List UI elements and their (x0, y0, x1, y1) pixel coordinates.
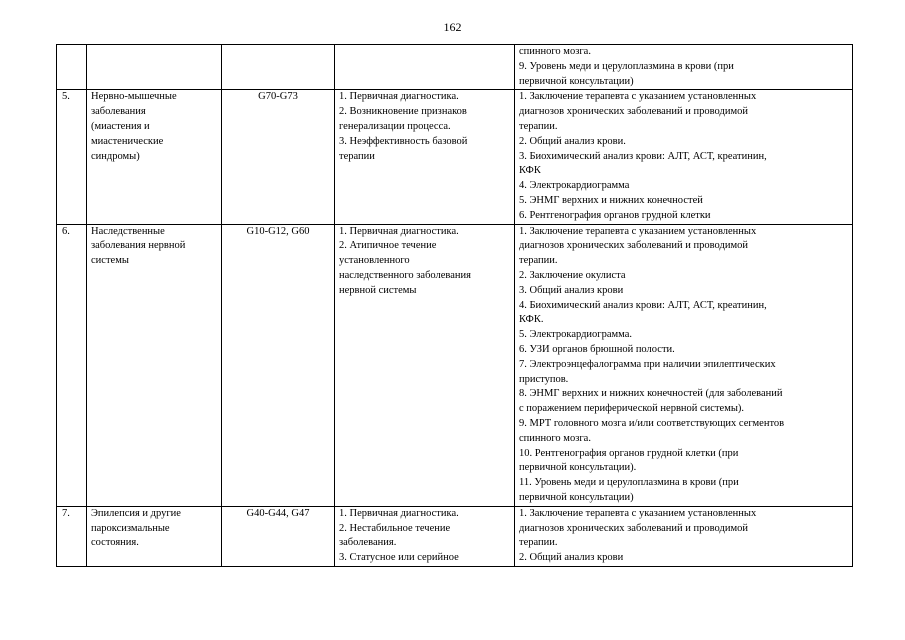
exam-line: спинного мозга. (519, 46, 591, 57)
indication-line: установленного (339, 255, 410, 267)
table-row (57, 224, 853, 506)
exam-line: с поражением периферической нервной системы). (519, 403, 745, 415)
exam-line: 7. Электроэнцефалограмма при наличии эпилептических (519, 358, 776, 370)
exam-line: терапии. (519, 120, 558, 132)
exam-line: 5. Электрокардиограмма. (519, 329, 633, 341)
required-exams (515, 224, 853, 506)
disease-line: заболевания (91, 106, 146, 118)
exam-line: 11. Уровень меди и церулоплазмина в крови (при (519, 477, 739, 489)
exam-line: спинного мозга. (519, 432, 591, 444)
indication-line: терапии (339, 150, 375, 162)
exam-line: 2. Общий анализ крови (519, 552, 624, 564)
indication-line: 1. Первичная диагностика. (339, 507, 459, 519)
indication-line: нервной системы (339, 284, 417, 296)
disease-name (87, 224, 222, 506)
exam-line: 3. Общий анализ крови (519, 284, 624, 296)
indication-line: 2. Атипичное течение (339, 240, 437, 252)
page-number: 162 (443, 20, 462, 34)
indication-line: 3. Неэффективность базовой (339, 135, 468, 147)
indication-line: генерализации процесса. (339, 120, 451, 132)
row-number: 5. (57, 90, 87, 224)
exam-line: 10. Рентгенография органов грудной клетки (при (519, 447, 739, 459)
exam-line: 4. Электрокардиограмма (519, 180, 630, 192)
indication-line: 2. Нестабильное течение (339, 522, 451, 534)
indication-line: 3. Статусное или серийное (339, 552, 459, 564)
exam-line: 4. Биохимический анализ крови: АЛТ, АСТ, креатинин, (519, 299, 767, 311)
exam-line: КФК (519, 165, 541, 177)
disease-name (87, 506, 222, 566)
disease-name (87, 90, 222, 224)
exam-line: 2. Заключение окулиста (519, 269, 626, 281)
indications (335, 90, 515, 224)
disease-line: Нервно-мышечные (91, 91, 177, 103)
exam-line: 6. УЗИ органов брюшной полости. (519, 343, 675, 355)
exam-line: 9. Уровень меди и церулоплазмина в крови (при (519, 60, 734, 72)
indications (335, 224, 515, 506)
exam-line: диагнозов хронических заболеваний и проводимой (519, 106, 748, 118)
exam-line: 8. ЭНМГ верхних и нижних конечностей (для заболеваний (519, 388, 783, 400)
disease-line: Эпилепсия и другие (91, 507, 181, 519)
disease-name (87, 45, 222, 90)
required-exams (515, 506, 853, 566)
referral-table (56, 44, 853, 567)
exam-line: 1. Заключение терапевта с указанием установленных (519, 91, 757, 103)
exam-line: 1. Заключение терапевта с указанием установленных (519, 507, 757, 519)
table-row (57, 90, 853, 224)
exam-line: 2. Общий анализ крови. (519, 135, 626, 147)
exam-line: первичной консультации) (519, 491, 634, 503)
exam-line: 6. Рентгенография органов грудной клетки (519, 209, 711, 221)
indication-line: 1. Первичная диагностика. (339, 225, 459, 237)
row-number: 7. (57, 506, 87, 566)
table-row (57, 506, 853, 566)
exam-line: первичной консультации) (519, 75, 634, 87)
exam-line: терапии. (519, 537, 558, 549)
disease-line: Наследственные (91, 225, 165, 237)
indication-line: 1. Первичная диагностика. (339, 91, 459, 103)
table-row (57, 45, 853, 90)
row-number (57, 45, 87, 90)
icd-codes: G10-G12, G60 (222, 224, 335, 506)
required-exams (515, 45, 853, 90)
table-body (57, 45, 853, 567)
exam-line: диагнозов хронических заболеваний и проводимой (519, 240, 748, 252)
icd-codes (222, 45, 335, 90)
exam-line: 9. МРТ головного мозга и/или соответствующих сегментов (519, 417, 785, 429)
icd-codes: G70-G73 (222, 90, 335, 224)
exam-line: приступов. (519, 373, 569, 385)
required-exams (515, 90, 853, 224)
indication-line: заболевания. (339, 537, 397, 549)
exam-line: 3. Биохимический анализ крови: АЛТ, АСТ, креатинин, (519, 150, 767, 162)
exam-line: терапии. (519, 255, 558, 267)
disease-line: системы (91, 255, 129, 267)
indications (335, 506, 515, 566)
exam-line: диагнозов хронических заболеваний и проводимой (519, 522, 748, 534)
row-number: 6. (57, 224, 87, 506)
disease-line: заболевания нервной (91, 240, 186, 252)
disease-line: пароксизмальные (91, 522, 170, 534)
exam-line: 1. Заключение терапевта с указанием установленных (519, 225, 757, 237)
indication-line: 2. Возникновение признаков (339, 106, 467, 118)
disease-line: синдромы) (91, 150, 140, 162)
disease-line: миастенические (91, 135, 164, 147)
exam-line: 5. ЭНМГ верхних и нижних конечностей (519, 194, 703, 206)
exam-line: первичной консультации). (519, 462, 637, 474)
disease-line: состояния. (91, 537, 139, 549)
indication-line: наследственного заболевания (339, 269, 471, 281)
disease-line: (миастения и (91, 120, 150, 132)
exam-line: КФК. (519, 314, 544, 326)
icd-codes: G40-G44, G47 (222, 506, 335, 566)
indications (335, 45, 515, 90)
